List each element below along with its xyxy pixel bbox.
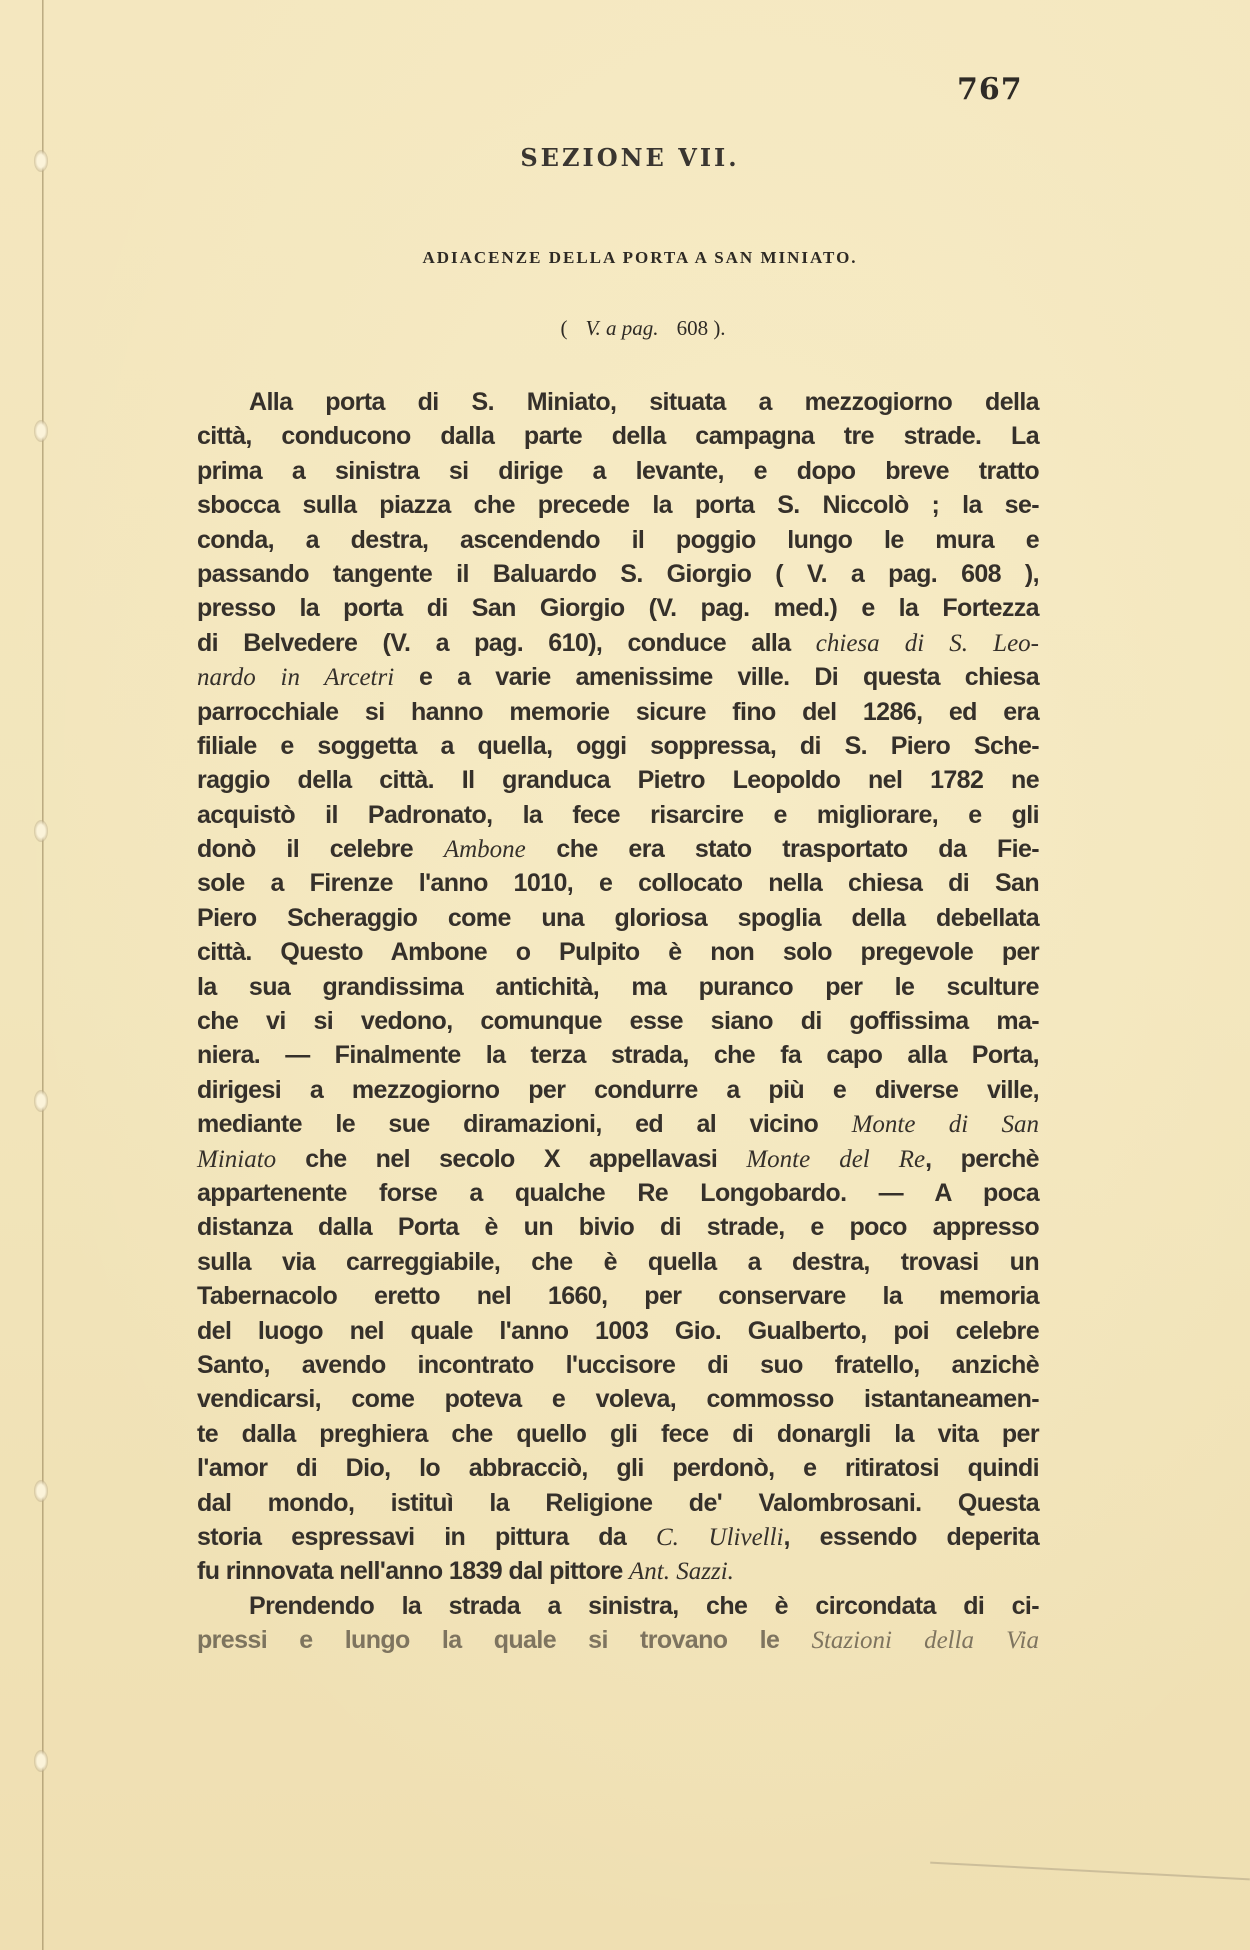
text-segment: acquistò il Padronato, la fece risarcire e migliorare, e gli (197, 800, 1039, 829)
text-line (197, 1004, 1039, 1038)
text-line (197, 1382, 1039, 1416)
text-segment: mediante le sue diramazioni, ed al vicino (197, 1110, 852, 1139)
text-segment: sulla via carreggiabile, che è quella a destra, trovasi un (197, 1247, 1039, 1276)
text-segment: che vi si vedono, comunque esse siano di goffissima ma- (197, 1007, 1039, 1036)
text-segment: Tabernacolo eretto nel 1660, per conservare la memoria (197, 1282, 1039, 1311)
cross-reference-open: ( (560, 316, 568, 340)
text-line (197, 1279, 1039, 1313)
text-line (197, 729, 1039, 763)
text-segment: l'amor di Dio, lo abbracciò, gli perdonò, e ritiratosi quindi (197, 1454, 1039, 1483)
text-line (197, 1176, 1039, 1210)
italic-text: Ant. Sazzi. (629, 1558, 734, 1586)
text-segment: distanza dalla Porta è un bivio di strade, e poco appresso (197, 1213, 1039, 1242)
text-line (197, 1038, 1039, 1072)
page-number: 767 (957, 72, 1023, 107)
text-line (197, 1107, 1039, 1141)
section-subtitle-text: ADIACENZE DELLA PORTA A SAN MINIATO. (422, 248, 858, 267)
text-segment: passando tangente il Baluardo S. Giorgio ( V. a pag. 608 ), (197, 559, 1039, 588)
text-line (197, 626, 1039, 660)
text-segment: che nel secolo X appellavasi (276, 1144, 747, 1173)
text-line (197, 1142, 1039, 1176)
stitch-hole (34, 1750, 48, 1772)
italic-text: Miniato (197, 1145, 277, 1173)
text-line (197, 660, 1039, 694)
italic-text: nardo in Arcetri (197, 664, 395, 692)
text-line (197, 763, 1039, 797)
text-line (197, 1520, 1039, 1554)
text-segment: di Belvedere (V. a pag. 610), conduce alla (197, 628, 816, 657)
text-line (197, 970, 1039, 1004)
text-segment: sbocca sulla piazza che precede la porta S. Niccolò ; la se- (197, 491, 1039, 520)
text-line (197, 1451, 1039, 1485)
text-segment: donò il celebre (197, 835, 444, 864)
italic-text: Monte del Re (746, 1145, 926, 1173)
italic-text: chiesa di S. Leo- (815, 629, 1039, 657)
text-line (197, 1314, 1039, 1348)
text-segment: raggio della città. Il granduca Pietro Leopoldo nel 1782 ne (197, 766, 1039, 795)
text-line (197, 935, 1039, 969)
text-line (197, 1073, 1039, 1107)
text-segment: Piero Scheraggio come una gloriosa spoglia della debellata (197, 903, 1039, 932)
text-segment: filiale e soggetta a quella, oggi soppressa, di S. Piero Sche- (197, 731, 1039, 760)
text-line (197, 1210, 1039, 1244)
text-segment: vendicarsi, come poteva e voleva, commosso istantaneamen- (197, 1385, 1039, 1414)
text-segment: città, conducono dalla parte della campagna tre strade. La (197, 422, 1039, 451)
text-segment: conda, a destra, ascendendo il poggio lungo le mura e (197, 525, 1039, 554)
text-line (197, 866, 1039, 900)
text-line (197, 1245, 1039, 1279)
italic-text: Ambone (443, 836, 526, 864)
cross-reference-label: V. a pag. (585, 316, 659, 340)
stitch-hole (34, 820, 48, 842)
text-segment: Alla porta di S. Miniato, situata a mezzogiorno della (249, 388, 1039, 416)
text-line (197, 1589, 1039, 1623)
italic-text: Stazioni della Via (811, 1627, 1039, 1655)
stitch-hole (34, 1090, 48, 1112)
text-segment: presso la porta di San Giorgio (V. pag. med.) e la Fortezza (197, 594, 1039, 623)
text-line (197, 591, 1039, 625)
cross-reference (0, 316, 1250, 341)
text-segment: niera. — Finalmente la terza strada, che fa capo alla Porta, (197, 1041, 1039, 1070)
text-line (197, 1486, 1039, 1520)
text-segment: Prendendo la strada a sinistra, che è circondata di ci- (249, 1591, 1039, 1620)
text-segment: parrocchiale si hanno memorie sicure fino del 1286, ed era (197, 697, 1039, 726)
text-line (197, 419, 1039, 453)
section-title-text: SEZIONE VII. (520, 143, 740, 172)
text-segment: storia espressavi in pittura da (197, 1522, 656, 1551)
paper-crease (930, 1862, 1250, 1881)
text-line (197, 385, 1039, 419)
text-segment: te dalla preghiera che quello gli fece di donargli la vita per (197, 1419, 1039, 1448)
text-segment: dirigesi a mezzogiorno per condurre a più e diverse ville, (197, 1075, 1039, 1104)
section-subtitle (0, 248, 1250, 268)
text-line (197, 1623, 1039, 1657)
text-line (197, 695, 1039, 729)
text-segment: , perchè (925, 1144, 1039, 1173)
text-segment: dal mondo, istituì la Religione de' Valombrosani. Questa (197, 1488, 1039, 1517)
text-segment: appartenente forse a qualche Re Longobardo. — A poca (197, 1178, 1039, 1207)
text-line (197, 901, 1039, 935)
text-segment: pressi e lungo la quale si trovano le (197, 1626, 812, 1655)
text-segment: del luogo nel quale l'anno 1003 Gio. Gualberto, poi celebre (197, 1316, 1039, 1345)
text-line (197, 1417, 1039, 1451)
text-segment: che era stato trasportato da Fie- (525, 835, 1039, 864)
text-segment: città. Questo Ambone o Pulpito è non solo pregevole per (197, 938, 1039, 967)
text-segment: Santo, avendo incontrato l'uccisore di suo fratello, anzichè (197, 1350, 1039, 1379)
text-line (197, 454, 1039, 488)
stitch-hole (34, 1480, 48, 1502)
section-title (0, 143, 1250, 172)
text-segment: prima a sinistra si dirige a levante, e dopo breve tratto (197, 456, 1039, 485)
text-segment: sole a Firenze l'anno 1010, e collocato nella chiesa di San (197, 869, 1039, 898)
text-line (197, 488, 1039, 522)
italic-text: Monte di San (851, 1111, 1039, 1139)
text-line (197, 832, 1039, 866)
cross-reference-page: 608 ). (676, 316, 726, 340)
italic-text: C. Ulivelli (655, 1523, 784, 1551)
text-segment: , essendo deperita (783, 1522, 1040, 1551)
text-line (197, 1554, 1039, 1588)
body-text (197, 385, 1039, 1657)
text-segment: e a varie amenissime ville. Di questa chiesa (394, 663, 1039, 692)
text-line (197, 798, 1039, 832)
text-line (197, 557, 1039, 591)
text-line (197, 523, 1039, 557)
text-line (197, 1348, 1039, 1382)
binding-fold (42, 0, 44, 1950)
text-segment: fu rinnovata nell'anno 1839 dal pittore (197, 1557, 630, 1586)
text-segment: la sua grandissima antichità, ma puranco per le sculture (197, 972, 1039, 1001)
stitch-hole (34, 420, 48, 442)
